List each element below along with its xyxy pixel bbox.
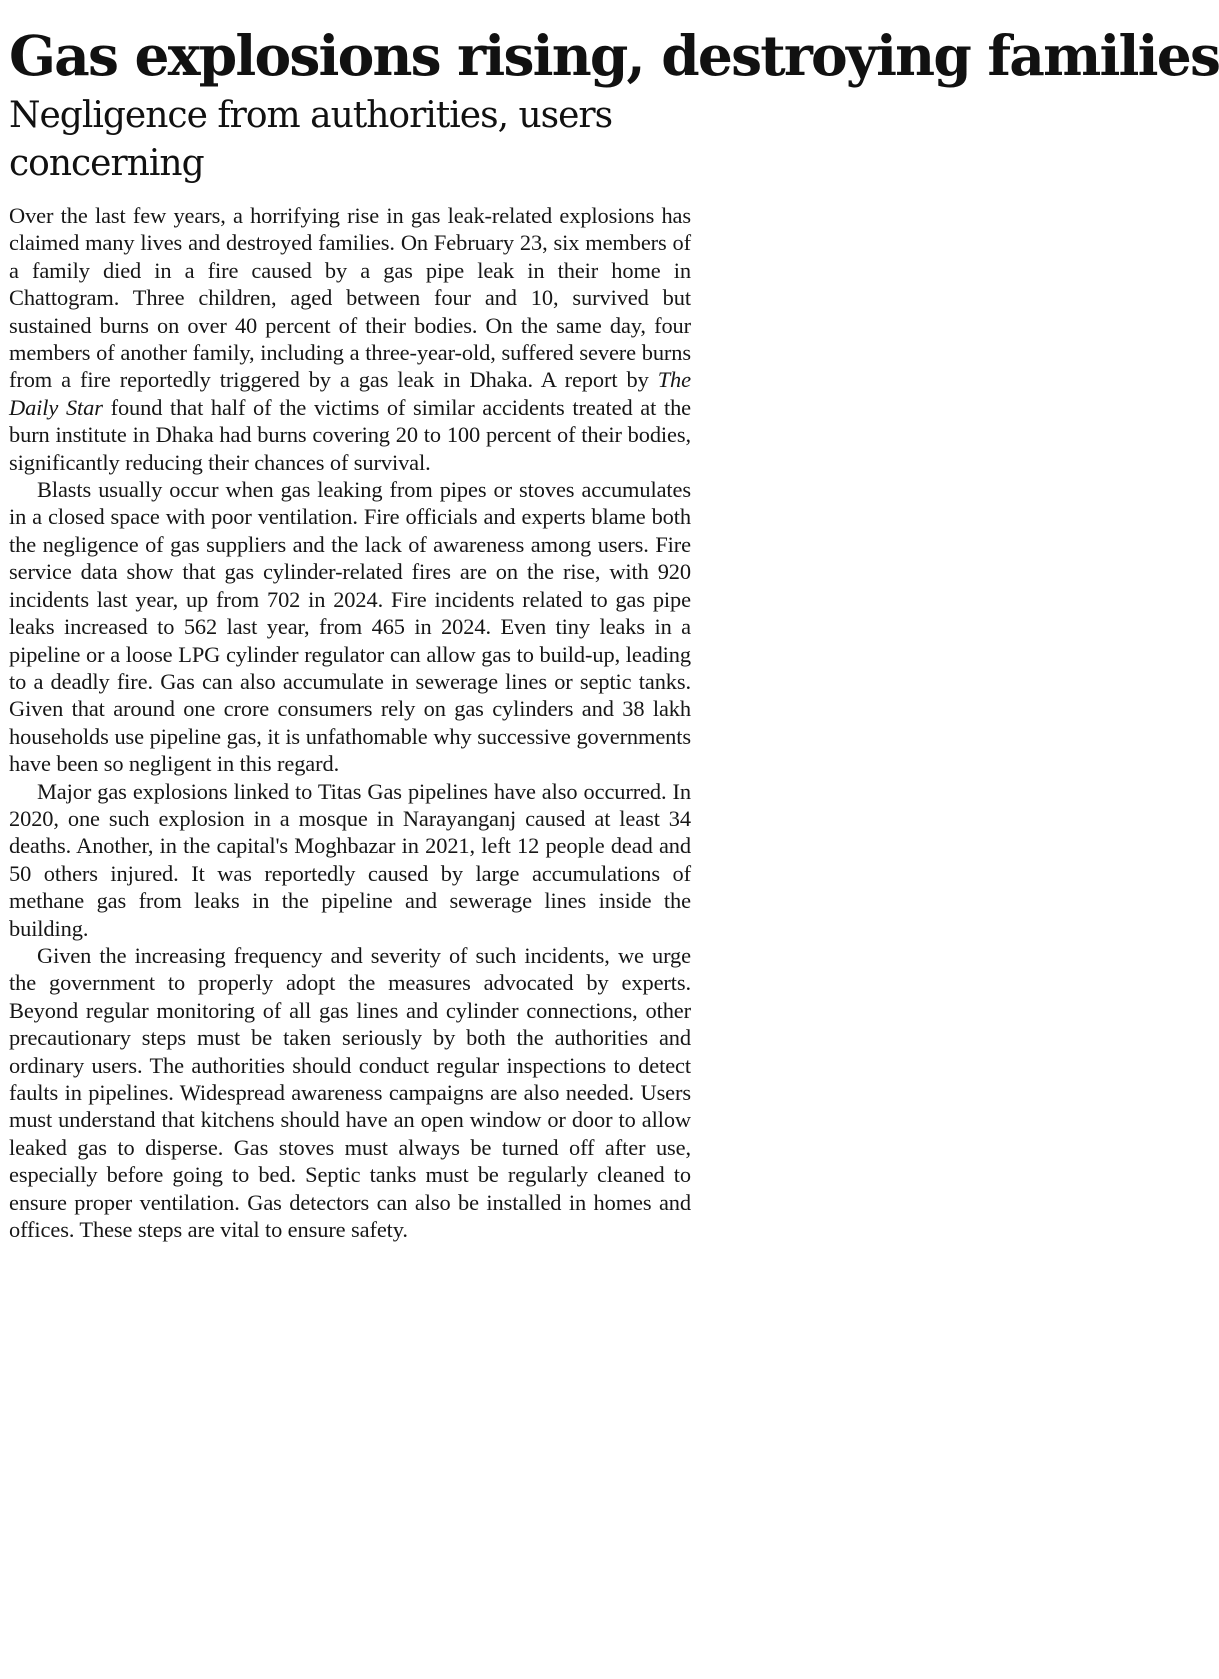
paragraph-1-text-before: Over the last few years, a horrifying rise in gas leak-related explosions has claimed many lives and destroyed families. On February 23, six members of a family died in a fire caused by a gas pipe leak in their home in Chattogram. Three children, aged between four and 10, survived but sustained burns on over 40 percent of their bodies. On the same day, four members of another family, including a three-year-old, suffered severe burns from a fire reportedly triggered by a gas leak in Dhaka. A report by [9,203,691,393]
article-body [9,202,691,1243]
headline: Gas explosions rising, destroying families [9,23,1219,88]
paragraph-3: Major gas explosions linked to Titas Gas pipelines have also occurred. In 2020, one such explosion in a mosque in Narayanganj caused at least 34 deaths. Another, in the capital's Moghbazar in 2021, left 12 people dead and 50 others injured. It was reportedly caused by large accumulations of methane gas from leaks in the pipeline and sewerage lines inside the building. [9,778,691,941]
publication-name: The Daily Star [9,367,691,420]
paragraph-2: Blasts usually occur when gas leaking from pipes or stoves accumulates in a closed space with poor ventilation. Fire officials and experts blame both the negligence of gas suppliers and the lack of awareness among users. Fire service data show that gas cylinder-related fires are on the rise, with 920 incidents last year, up from 702 in 2024. Fire incidents related to gas pipe leaks increased to 562 last year, from 465 in 2024. Even tiny leaks in a pipeline or a loose LPG cylinder regulator can allow gas to build-up, leading to a deadly fire. Gas can also accumulate in sewerage lines or septic tanks. Given that around one crore consumers rely on gas cylinders and 38 lakh households use pipeline gas, it is unfathomable why successive governments have been so negligent in this regard. [9,477,691,777]
paragraph-1-text-after: found that half of the victims of similar accidents treated at the burn institute in Dhaka had burns covering 20 to 100 percent of their bodies, significantly reducing their chances of survival. [9,394,691,475]
subheadline: Negligence from authorities, users concerning [9,95,613,184]
paragraph-1 [9,202,691,476]
paragraph-4: Given the increasing frequency and severity of such incidents, we urge the government to properly adopt the measures advocated by experts. Beyond regular monitoring of all gas lines and cylinder connections, other precautionary steps must be taken seriously by both the authorities and ordinary users. The authorities should conduct regular inspections to detect faults in pipelines. Widespread awareness campaigns are also needed. Users must understand that kitchens should have an open window or door to allow leaked gas to disperse. Gas stoves must always be turned off after use, especially before going to bed. Septic tanks must be regularly cleaned to ensure proper ventilation. Gas detectors can also be installed in homes and offices. These steps are vital to ensure safety. [9,942,691,1243]
editorial-article [9,0,1219,1243]
